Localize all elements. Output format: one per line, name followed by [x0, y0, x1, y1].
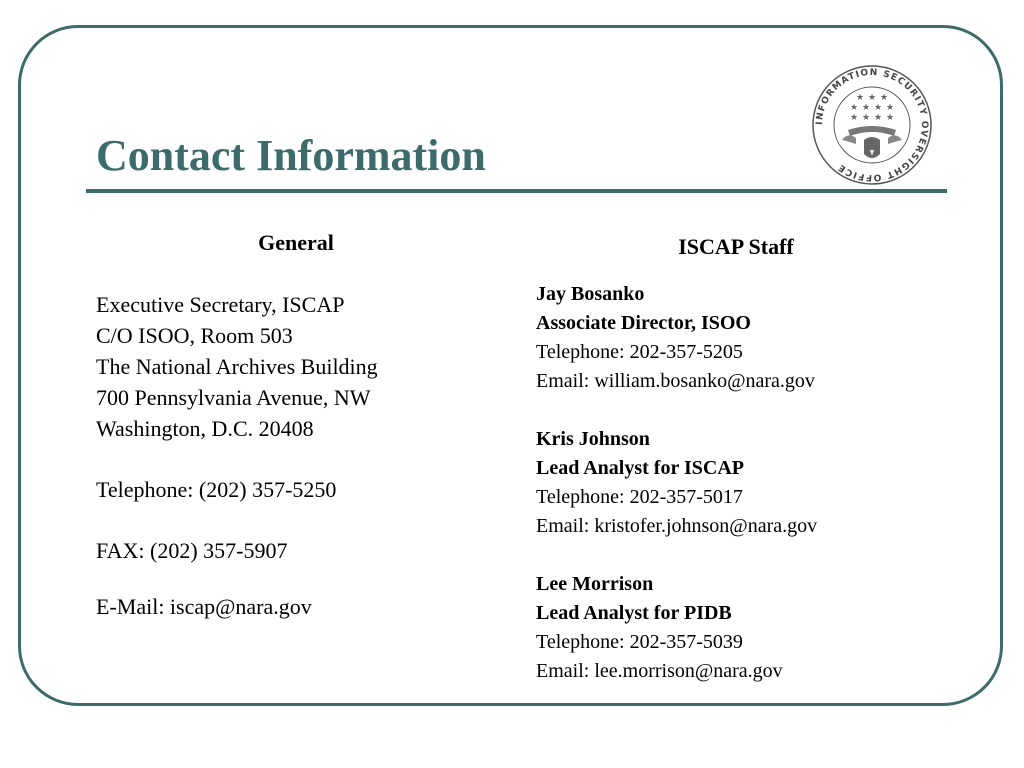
staff-title: Associate Director, ISOO [536, 312, 751, 334]
staff-name: Lee Morrison [536, 573, 654, 595]
staff-telephone: Telephone: 202-357-5039 [536, 631, 743, 653]
staff-telephone: Telephone: 202-357-5017 [536, 486, 743, 508]
svg-text:★: ★ [873, 113, 883, 123]
svg-text:★: ★ [855, 93, 865, 103]
address-line: Washington, D.C. 20408 [96, 416, 314, 441]
address-line: 700 Pennsylvania Avenue, NW [96, 385, 371, 410]
seal-text: INFORMATION SECURITY OVERSIGHT OFFICE [814, 67, 930, 183]
general-telephone: Telephone: (202) 357-5250 [96, 477, 337, 502]
svg-text:INFORMATION SECURITY OVERSIGHT [815, 68, 929, 182]
svg-text:★: ★ [885, 113, 895, 123]
svg-text:★: ★ [885, 103, 895, 113]
staff-name: Jay Bosanko [536, 283, 645, 305]
slide-title: Contact Information [96, 131, 486, 180]
general-email-link[interactable]: E-Mail: iscap@nara.gov [96, 594, 312, 619]
staff-title: Lead Analyst for ISCAP [536, 457, 744, 479]
svg-text:★: ★ [867, 93, 877, 103]
general-heading: General [258, 230, 334, 255]
staff-email-link[interactable]: Email: lee.morrison@nara.gov [536, 660, 783, 682]
address-line: Executive Secretary, ISCAP [96, 292, 345, 317]
staff-email-link[interactable]: Email: william.bosanko@nara.gov [536, 370, 815, 392]
svg-text:★: ★ [849, 103, 859, 113]
address-line: C/O ISOO, Room 503 [96, 323, 293, 348]
staff-telephone: Telephone: 202-357-5205 [536, 341, 743, 363]
svg-text:★: ★ [861, 103, 871, 113]
svg-text:★: ★ [879, 93, 889, 103]
general-fax: FAX: (202) 357-5907 [96, 538, 288, 563]
svg-text:★: ★ [849, 113, 859, 123]
staff-member [536, 425, 817, 541]
staff-name: Kris Johnson [536, 428, 650, 450]
staff-member [536, 280, 815, 396]
staff-heading: ISCAP Staff [678, 234, 794, 259]
svg-text:★: ★ [873, 103, 883, 113]
staff-member [536, 570, 783, 686]
staff-email-link[interactable]: Email: kristofer.johnson@nara.gov [536, 515, 818, 537]
staff-title: Lead Analyst for PIDB [536, 602, 732, 624]
isoo-seal-icon [808, 64, 936, 186]
title-underline [86, 189, 947, 193]
address-line: The National Archives Building [96, 354, 378, 379]
svg-text:★: ★ [861, 113, 871, 123]
